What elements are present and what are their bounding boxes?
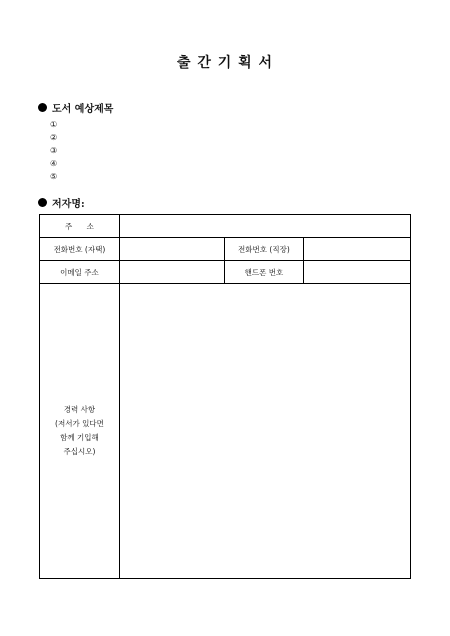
phone-home-field[interactable] xyxy=(119,238,224,261)
list-item: ③ xyxy=(50,146,58,155)
section-book-title xyxy=(38,100,113,115)
mobile-label: 핸드폰 번호 xyxy=(224,261,304,284)
document-title: 출 간 기 획 서 xyxy=(176,55,274,71)
table-row xyxy=(40,284,411,579)
mobile-field[interactable] xyxy=(304,261,411,284)
phone-home-label: 전화번호 (자택) xyxy=(40,238,120,261)
list-item: ② xyxy=(50,133,58,142)
bullet-icon xyxy=(38,198,47,207)
table-row xyxy=(40,238,411,261)
table-row xyxy=(40,215,411,238)
career-field[interactable] xyxy=(119,284,410,579)
bullet-icon xyxy=(38,103,47,112)
career-label-line: 함께 기입해 xyxy=(60,433,99,442)
email-field[interactable] xyxy=(119,261,224,284)
section-heading: 저자명: xyxy=(52,199,85,210)
address-label: 주 소 xyxy=(40,215,120,238)
list-item: ⑤ xyxy=(50,172,58,181)
address-field[interactable] xyxy=(119,215,410,238)
career-label-line: 주십시오) xyxy=(63,447,96,456)
list-item: ① xyxy=(50,120,58,129)
phone-work-label: 전화번호 (직장) xyxy=(224,238,304,261)
author-info-table xyxy=(39,214,411,579)
career-label-line: (저서가 있다면 xyxy=(55,419,104,428)
career-label-line: 경력 사항 xyxy=(63,405,96,414)
phone-work-field[interactable] xyxy=(304,238,411,261)
expected-title-list xyxy=(50,118,57,183)
section-author xyxy=(38,195,85,210)
email-label: 이메일 주소 xyxy=(40,261,120,284)
table-row xyxy=(40,261,411,284)
list-item: ④ xyxy=(50,159,58,168)
career-label xyxy=(40,284,120,579)
section-heading: 도서 예상제목 xyxy=(52,104,114,115)
